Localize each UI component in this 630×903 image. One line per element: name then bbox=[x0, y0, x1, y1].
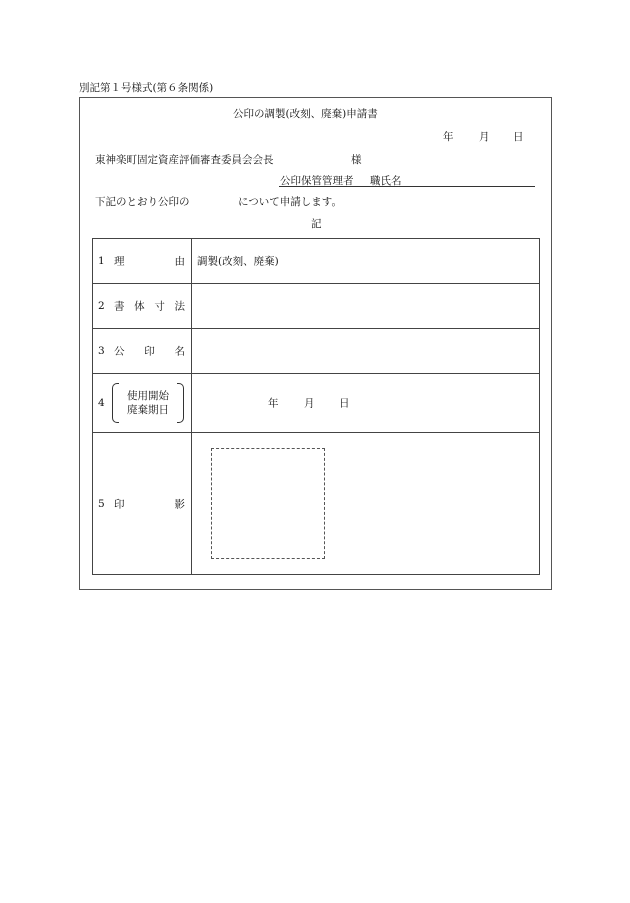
row-label-seal-name bbox=[93, 329, 192, 374]
intro-before: 下記のとおり公印の bbox=[95, 196, 190, 208]
row-number: 2 bbox=[98, 300, 105, 312]
label-char: 寸 bbox=[154, 300, 165, 313]
label-char: 体 bbox=[134, 300, 145, 313]
row-value-impression[interactable] bbox=[192, 433, 540, 575]
row-label-impression bbox=[93, 433, 192, 575]
date-year: 年 bbox=[443, 131, 454, 143]
label-char: 理 bbox=[114, 255, 125, 268]
label-char: 書 bbox=[114, 300, 125, 313]
row-label-typeface bbox=[93, 284, 192, 329]
table-row bbox=[93, 433, 540, 575]
row-number: 4 bbox=[98, 397, 105, 409]
row-date-day: 日 bbox=[339, 397, 350, 410]
addressee: 東神楽町固定資産評価審査委員会会長 bbox=[95, 154, 274, 166]
row-value-dates[interactable] bbox=[192, 374, 540, 433]
intro-after: について申請します。 bbox=[238, 196, 342, 208]
signature-line bbox=[279, 186, 535, 187]
start-date-label: 使用開始 bbox=[127, 390, 169, 402]
label-char: 印 bbox=[144, 345, 155, 358]
honorific: 様 bbox=[351, 154, 362, 166]
row-label-reason bbox=[93, 239, 192, 284]
disposal-date-label: 廃棄期日 bbox=[127, 404, 169, 416]
label-char: 名 bbox=[174, 345, 185, 358]
date-type-labels bbox=[112, 389, 184, 417]
row-value-reason[interactable] bbox=[192, 239, 540, 284]
items-table bbox=[92, 238, 540, 575]
table-row bbox=[93, 239, 540, 284]
row-value-typeface[interactable] bbox=[192, 284, 540, 329]
row-number: 5 bbox=[98, 497, 105, 510]
applicant-role: 公印保管管理者 bbox=[280, 175, 354, 187]
form-title: 公印の調製(改刻、廃棄)申請書 bbox=[233, 108, 378, 120]
label-char: 影 bbox=[174, 498, 185, 510]
row-label-text bbox=[114, 254, 185, 269]
row-date-year: 年 bbox=[268, 397, 279, 410]
form-reference: 別記第１号様式(第６条関係) bbox=[79, 82, 214, 94]
row-date-month: 月 bbox=[304, 397, 315, 410]
row-label-text bbox=[114, 344, 185, 359]
label-char: 公 bbox=[114, 345, 125, 358]
row-value-seal-name[interactable] bbox=[192, 329, 540, 374]
date-month: 月 bbox=[479, 131, 490, 143]
row-label-dates bbox=[93, 374, 192, 433]
table-row bbox=[93, 329, 540, 374]
seal-impression-box[interactable] bbox=[211, 448, 325, 559]
applicant-name-label: 職氏名 bbox=[370, 175, 402, 187]
row-label-text bbox=[114, 496, 185, 511]
row-label-text bbox=[114, 299, 185, 314]
label-char: 法 bbox=[174, 300, 185, 313]
table-row bbox=[93, 374, 540, 433]
date-type-bracket bbox=[112, 383, 184, 423]
ki-heading: 記 bbox=[311, 218, 322, 230]
table-row bbox=[93, 284, 540, 329]
row-number: 3 bbox=[98, 345, 105, 357]
date-day: 日 bbox=[513, 131, 524, 143]
reason-value: 調製(改刻、廃棄) bbox=[197, 255, 279, 268]
row-number: 1 bbox=[98, 255, 105, 267]
label-char: 由 bbox=[174, 255, 185, 268]
label-char: 印 bbox=[114, 498, 125, 510]
